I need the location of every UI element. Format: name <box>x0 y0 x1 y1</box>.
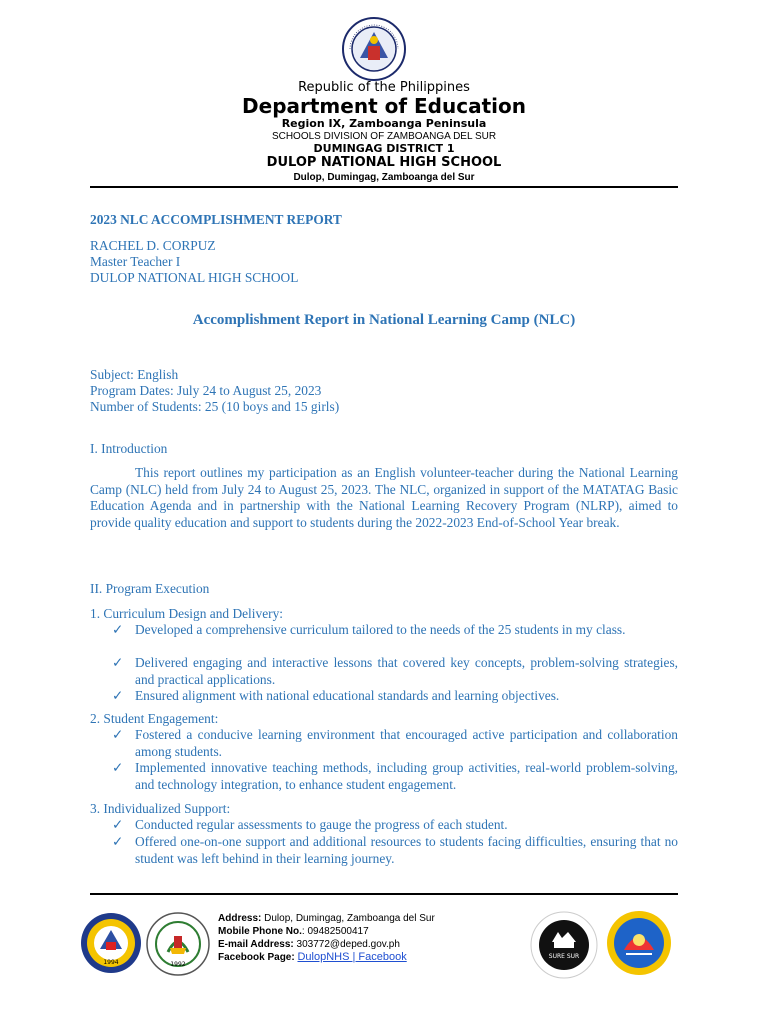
facebook-link[interactable]: DulopNHS | Facebook <box>297 951 407 963</box>
sure-del-sur-logo <box>528 910 600 980</box>
list-item: ✓ Ensured alignment with national educational standards and learning objectives. <box>112 688 560 703</box>
subject-line: Subject: English <box>90 367 179 382</box>
district-line: DUMINGAG DISTRICT 1 <box>313 142 455 155</box>
deped-seal <box>338 16 410 82</box>
check-icon: ✓ <box>112 622 124 637</box>
department-name: Department of Education <box>242 94 526 118</box>
address-value: Dulop, Dumingag, Zamboanga del Sur <box>261 913 435 924</box>
list-item: ✓ Developed a comprehensive curriculum tailored to the needs of the 25 students in my class. <box>112 622 626 637</box>
deped-logo <box>80 912 142 974</box>
phone-label: Mobile Phone No. <box>218 926 302 937</box>
facebook-label: Facebook Page: <box>218 952 295 963</box>
footer-rule <box>90 893 678 895</box>
division-logo <box>606 910 672 976</box>
svg-text:SURE SUR: SURE SUR <box>548 953 580 960</box>
check-icon: ✓ <box>112 655 124 670</box>
author-name: RACHEL D. CORPUZ <box>90 238 216 253</box>
phone-value: : 09482500417 <box>301 926 369 937</box>
check-icon: ✓ <box>112 760 124 775</box>
republic-line: Republic of the Philippines <box>298 80 470 95</box>
item-2-title: 2. Student Engagement: <box>90 711 219 726</box>
list-item: ✓ Delivered engaging and interactive lessons that covered key concepts, problem-solving strategies, and practical applications. <box>112 655 678 687</box>
dates-line: Program Dates: July 24 to August 25, 2023 <box>90 383 322 398</box>
author-position: Master Teacher I <box>90 254 181 269</box>
list-item: ✓ Implemented innovative teaching methods, including group activities, real-world problem-solving, and technology integration, to enhance student engagement. <box>112 760 678 792</box>
svg-text:1992: 1992 <box>170 961 186 968</box>
intro-heading: I. Introduction <box>90 441 168 456</box>
region-line: Region IX, Zamboanga Peninsula <box>281 117 487 130</box>
footer-contact <box>218 912 435 964</box>
school-logo <box>146 912 210 976</box>
email-label: E-mail Address: <box>218 939 294 950</box>
list-item: ✓ Offered one-on-one support and additional resources to students facing difficulties, ensuring that no student was left behind in their learning journey. <box>112 834 678 866</box>
check-icon: ✓ <box>112 688 124 703</box>
report-heading: 2023 NLC ACCOMPLISHMENT REPORT <box>90 212 342 227</box>
check-icon: ✓ <box>112 727 124 742</box>
author-school: DULOP NATIONAL HIGH SCHOOL <box>90 270 299 285</box>
item-1-title: 1. Curriculum Design and Delivery: <box>90 606 284 621</box>
check-icon: ✓ <box>112 817 124 832</box>
division-line: SCHOOLS DIVISION OF ZAMBOANGA DEL SUR <box>271 131 497 142</box>
students-line: Number of Students: 25 (10 boys and 15 girls) <box>90 399 340 414</box>
school-name: DULOP NATIONAL HIGH SCHOOL <box>266 155 502 170</box>
check-icon: ✓ <box>112 834 124 849</box>
email-value: 303772@deped.gov.ph <box>293 939 400 950</box>
document-title: Accomplishment Report in National Learning Camp (NLC) <box>192 312 576 328</box>
address-label: Address: <box>218 913 262 924</box>
list-item: ✓ Conducted regular assessments to gauge the progress of each student. <box>112 817 508 832</box>
list-item: ✓ Fostered a conducive learning environment that encouraged active participation and collaboration among students. <box>112 727 678 759</box>
intro-body: This report outlines my participation as an English volunteer-teacher during the National Learning Camp (NLC) held from July 24 to August 25, 2023. The NLC, organized in support of the MATATAG Basic Education Agenda and in partnership with the National Learning Recovery Program (NLRP), aimed to provide quality education and support to students during the 2022-2023 End-of-School Year break. <box>90 465 678 530</box>
item-3-title: 3. Individualized Support: <box>90 801 231 816</box>
header-rule <box>90 186 678 188</box>
school-address: Dulop, Dumingag, Zamboanga del Sur <box>293 172 475 183</box>
svg-text:1994: 1994 <box>103 959 119 966</box>
execution-heading: II. Program Execution <box>90 581 210 596</box>
